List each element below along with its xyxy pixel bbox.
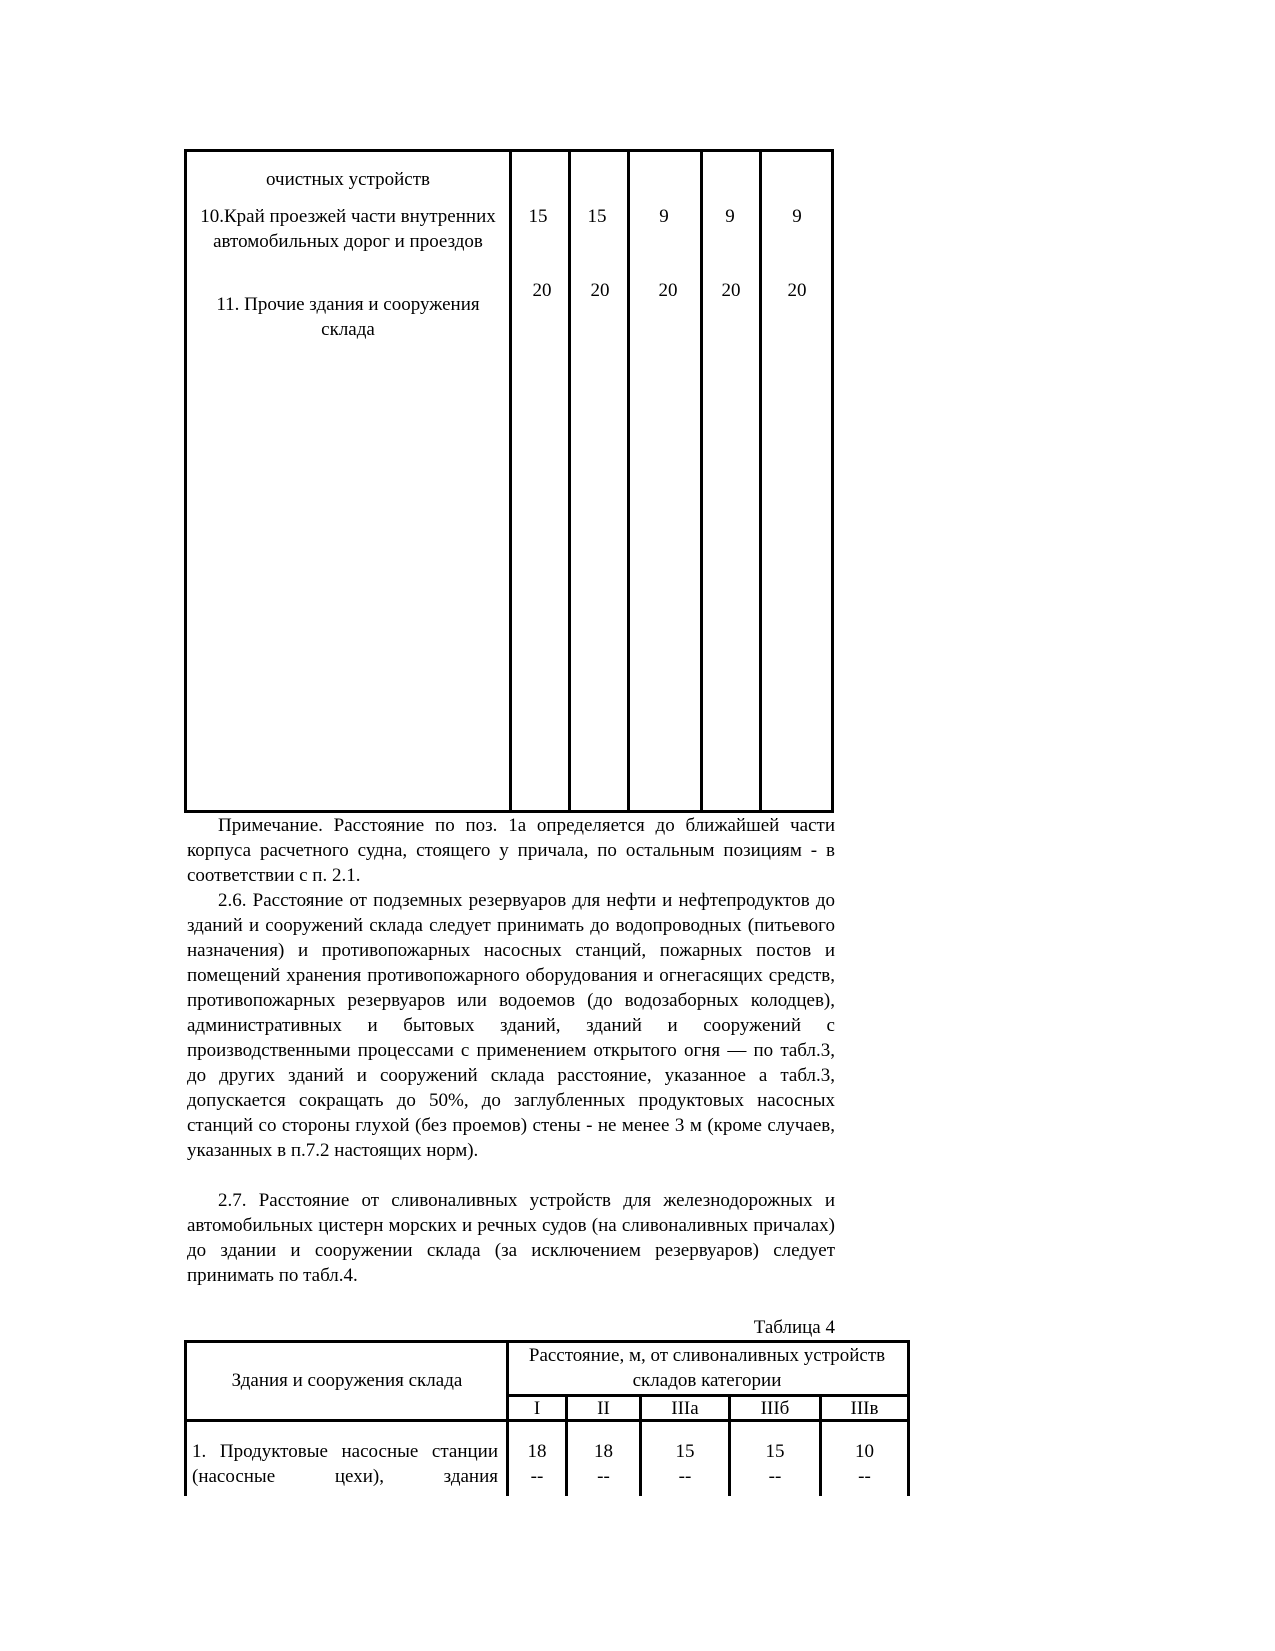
row-1-dash-cat-3b: -- xyxy=(768,1466,782,1487)
category-header-1: I xyxy=(533,1398,541,1419)
row-label-continued: очистных устройств xyxy=(266,169,430,190)
row-10-value-cat-3v: 9 xyxy=(792,206,802,227)
row-10-value-cat-2: 15 xyxy=(587,206,607,227)
row-1-value-cat-1: 18 xyxy=(527,1441,547,1462)
row-1-label: 1. Продуктовые насосные станции (насосные цехи), здания xyxy=(192,1441,498,1487)
table-divider xyxy=(759,152,762,810)
paragraph-2-6-text: 2.6. Расстояние от подземных резервуаров для нефти и нефтепродуктов до зданий и сооружений склада следует принимать до водопроводных (питьевого назначения) и противопожарных насосных станций, пожарных постов и помещений хранения противопожарного оборудования и огнегасящих средств, противопожарных резервуаров или водоемов (до водозаборных колодцев), административных и бытовых зданий, зданий и сооружений с производственными процессами с применением открытого огня — по табл.3, до других зданий и сооружений склада расстояние, указанное а табл.3, допускается сокращать до 50%, до заглубленных продуктовых насосных станций со стороны глухой (без проемов) стены - не менее 3 м (кроме случаев, указанных в п.7.2 настоящих норм). xyxy=(187,890,835,1161)
row-11-value-cat-3a: 20 xyxy=(658,280,678,301)
row-1-dash-cat-3a: -- xyxy=(678,1466,692,1487)
table-border-right xyxy=(907,1340,910,1496)
row-1-value-cat-3a: 15 xyxy=(675,1441,695,1462)
row-1-dash-cat-2: -- xyxy=(597,1466,610,1487)
table-divider xyxy=(627,152,630,810)
table-divider xyxy=(568,152,571,810)
category-header-2: II xyxy=(597,1398,610,1419)
paragraph-2-6 xyxy=(187,888,835,1163)
row-11-value-cat-3v: 20 xyxy=(787,280,807,301)
row-1-value-cat-3v: 10 xyxy=(855,1441,874,1462)
paragraph-2-7 xyxy=(187,1188,835,1288)
paragraph-2-7-text: 2.7. Расстояние от сливоналивных устройств для железнодорожных и автомобильных цистерн морских и речных судов (на сливоналивных причалах) до здании и сооружении склада (за исключением резервуаров) следует принимать по табл.4. xyxy=(187,1190,835,1286)
table-4-caption: Таблица 4 xyxy=(753,1317,835,1338)
row-1-value-cat-3b: 15 xyxy=(765,1441,785,1462)
table-divider xyxy=(700,152,703,810)
category-header-3b: IIIб xyxy=(760,1398,790,1419)
table-divider xyxy=(509,152,512,810)
row-10-value-cat-3a: 9 xyxy=(659,206,669,227)
row-1-value-cat-2: 18 xyxy=(594,1441,613,1462)
note-text: Примечание. Расстояние по поз. 1а определяется до ближайшей части корпуса расчетного судна, стоящего у причала, по остальным позициям - в соответствии с п. 2.1. xyxy=(187,815,835,886)
table-border-left xyxy=(184,1340,187,1496)
row-11-value-cat-1: 20 xyxy=(532,280,552,301)
note-paragraph xyxy=(187,813,835,888)
row-11-label: 11. Прочие здания и сооружения склада xyxy=(216,294,480,340)
column-header-distance: Расстояние, м, от сливоналивных устройств складов категории xyxy=(528,1345,886,1391)
row-1-dash-cat-3v: -- xyxy=(858,1466,871,1487)
column-header-buildings: Здания и сооружения склада xyxy=(231,1370,463,1391)
table-3-continuation xyxy=(184,149,834,813)
row-1-dash-cat-1: -- xyxy=(530,1466,544,1487)
row-11-value-cat-3b: 20 xyxy=(721,280,741,301)
row-10-value-cat-3b: 9 xyxy=(725,206,735,227)
row-11-value-cat-2: 20 xyxy=(590,280,610,301)
row-10-label: 10.Край проезжей части внутренних автомобильных дорог и проездов xyxy=(200,206,496,252)
table-4 xyxy=(184,1340,910,1496)
row-10-value-cat-1: 15 xyxy=(528,206,548,227)
category-header-3v: IIIв xyxy=(850,1398,879,1419)
category-header-3a: IIIа xyxy=(671,1398,699,1419)
